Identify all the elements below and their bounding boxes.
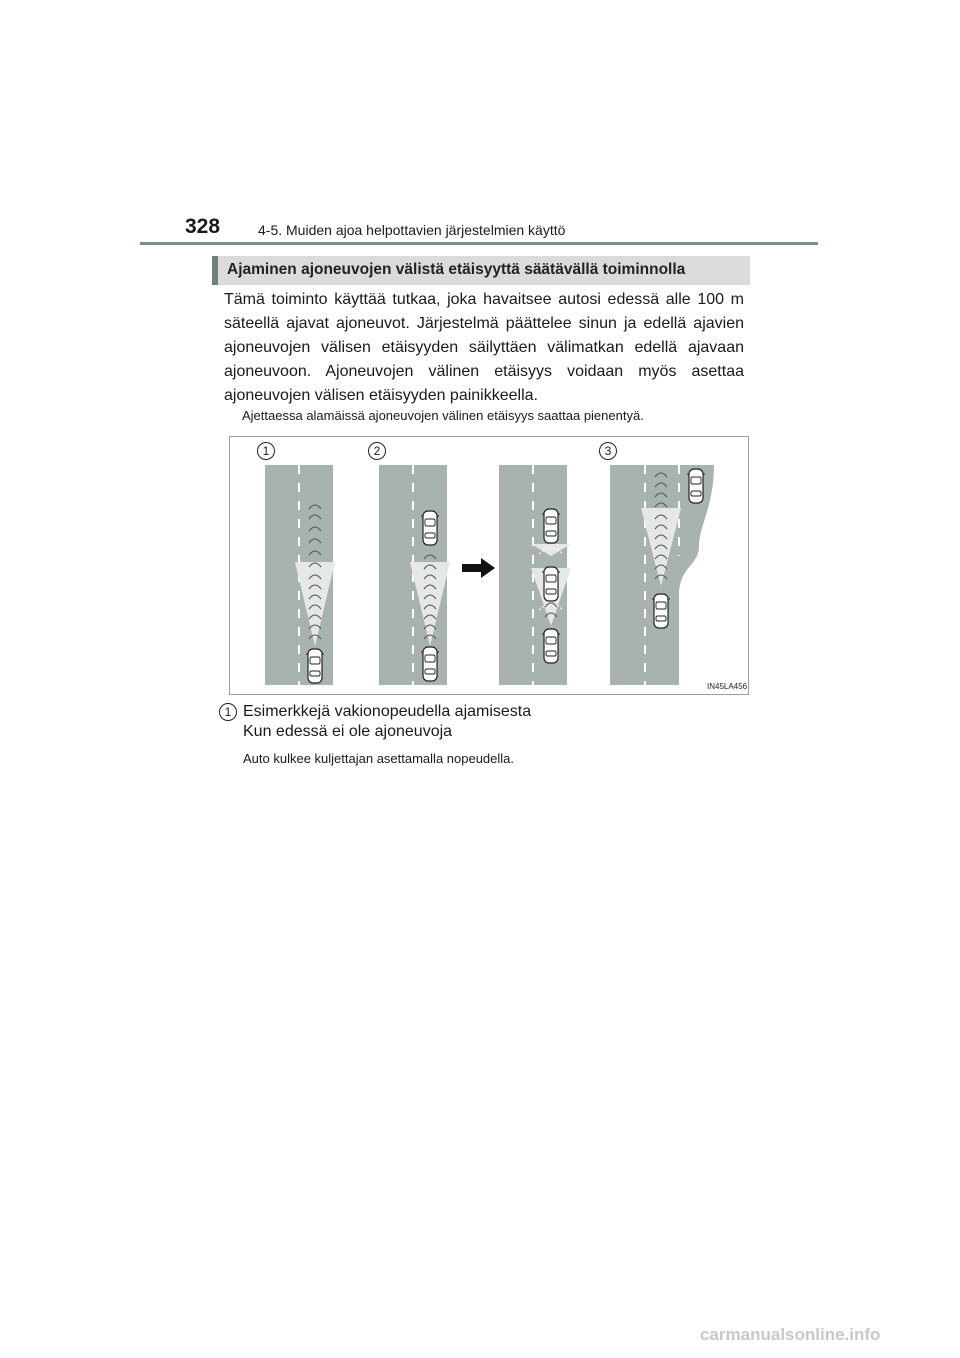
- body-paragraph: Tämä toiminto käyttää tutkaa, joka havaitsee autosi edessä alle 100 m säteellä ajavat ajoneuvot. Järjestelmä päättelee sinun ja edellä ajavien ajoneuvojen välisen etäisyyden säilyttäen välimatkan edellä ajavaan ajoneuvoon. Ajoneuvojen välinen etäisyys voidaan myös asettaa ajoneuvojen välisen etäisyyden painikkeella.: [224, 291, 744, 404]
- callout-1: 1: [257, 442, 275, 460]
- own-car: [421, 647, 439, 681]
- item-subtitle: Kun edessä ei ole ajoneuvoja: [243, 723, 453, 740]
- section-title: 4-5. Muiden ajoa helpottavien järjestelmien käyttö: [258, 222, 566, 238]
- watermark: carmanualsonline.info: [700, 1325, 881, 1344]
- item-title: Esimerkkejä vakionopeudella ajamisesta: [243, 703, 532, 720]
- vehicle-behind: [542, 629, 560, 663]
- panel-3-road: [499, 465, 571, 685]
- callout-2: 2: [368, 442, 386, 460]
- item-number: 1: [219, 703, 237, 721]
- figure-code: IN45LA456: [707, 682, 748, 691]
- own-car: [652, 594, 670, 628]
- own-car: [542, 567, 560, 601]
- vehicle-ahead: [421, 511, 439, 545]
- vehicle-ahead: [687, 469, 705, 503]
- header-rule: [140, 242, 818, 245]
- note-text: Ajettaessa alamäissä ajoneuvojen välinen etäisyys saattaa pienentyä.: [242, 408, 644, 423]
- callout-3: 3: [599, 442, 617, 460]
- item-description: Auto kulkee kuljettajan asettamalla nopeudella.: [243, 751, 515, 766]
- page-number: 328: [185, 215, 221, 238]
- own-car: [306, 649, 324, 683]
- heading-bar: [212, 256, 750, 285]
- heading-text: Ajaminen ajoneuvojen välistä etäisyyttä säätävällä toiminnolla: [227, 261, 686, 278]
- cruise-control-figure: [229, 436, 749, 695]
- vehicle-ahead: [542, 509, 560, 543]
- panel-1-road: [265, 465, 335, 685]
- panel-2-road: [379, 465, 450, 685]
